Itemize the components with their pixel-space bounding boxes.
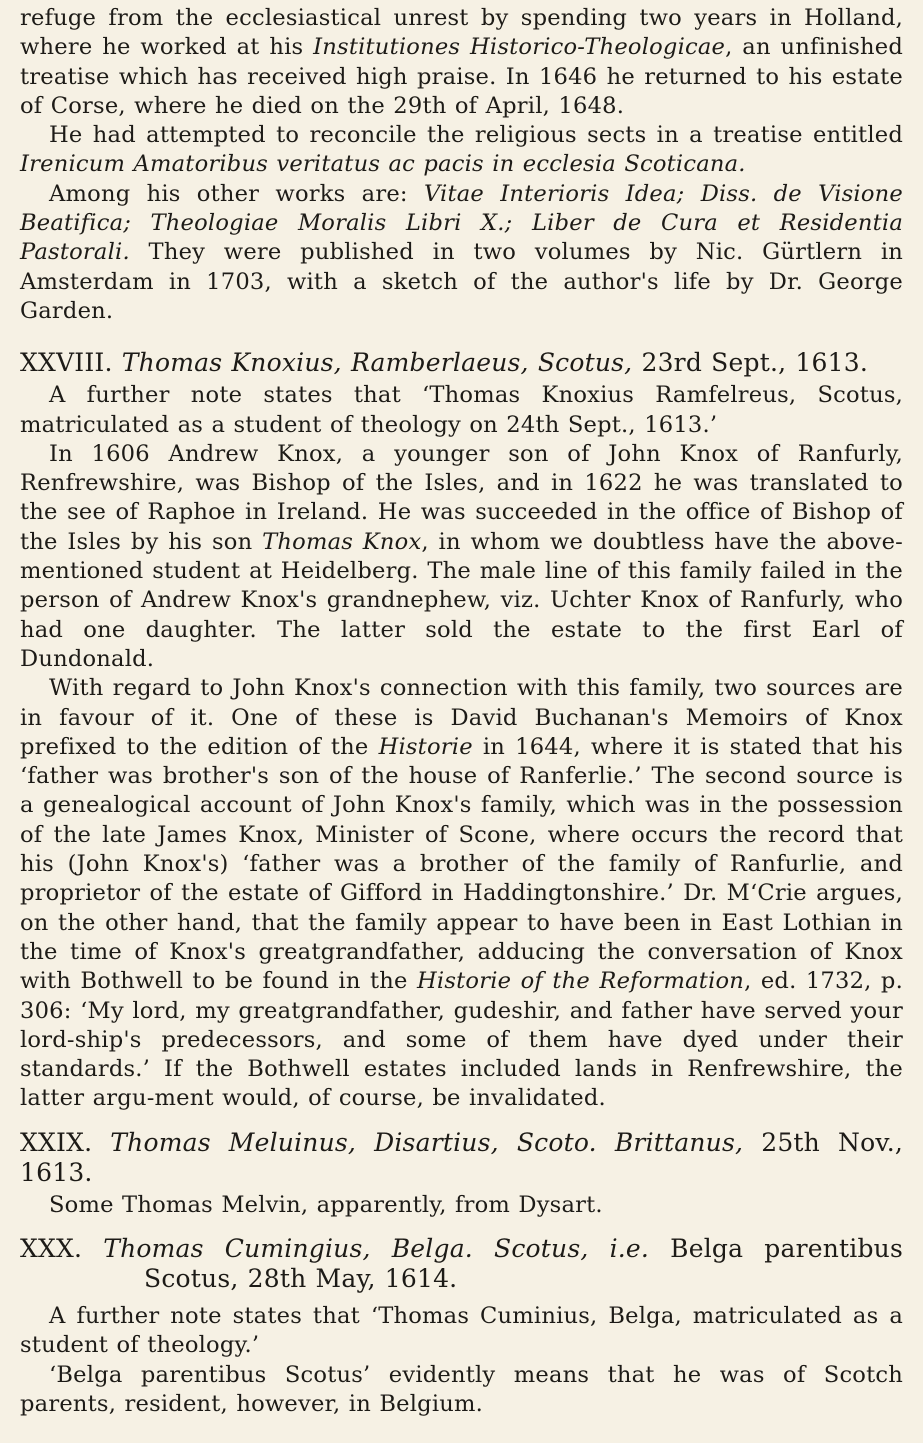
- entry-xxix-note: Some Thomas Melvin, apparently, from Dysart.: [49, 1191, 603, 1218]
- entry-xxx-paragraph-1: ‘Belga parentibus Scotus’ evidently means that he was of Scotch parents, resident, however, in Belgium.: [20, 1361, 903, 1417]
- entry-heading-xxx: [20, 1234, 903, 1294]
- entry-xxviii-paragraph-1: In 1606 Andrew Knox, a younger son of John Knox of Ranfurly, Renfrewshire, was Bishop of the Isles, and in 1622 he was translated to the see of Raphoe in Ireland. He was succeeded in the office of Bishop of the Isles by his son Thomas Knox, in whom we doubtless have the above-mentioned student at Heidelberg. The male line of this family failed in the person of Andrew Knox's grandnephew, viz. Uchter Knox of Ranfurly, who had one daughter. The latter sold the estate to the first Earl of Dundonald.: [20, 440, 903, 672]
- titles-other-works: Vitae Interioris Idea; Diss. de Visione Beatifica; Theologiae Moralis Libri X.; Liber de Cura et Residentia Pastorali.: [20, 180, 903, 266]
- entry-number: XXVIII.: [20, 348, 113, 378]
- entry-name: Thomas Cumingius, Belga. Scotus, i.e.: [103, 1233, 650, 1263]
- entry-heading-xxix: [20, 1128, 903, 1188]
- entry-date: Belga parentibus Scotus, 28th May, 1614.: [144, 1233, 903, 1293]
- entry-heading-xxviii: [20, 348, 903, 378]
- title-historie-reformation: Historie of the Reformation: [417, 968, 745, 995]
- title-institutiones: Institutiones Historico-Theologicae: [313, 34, 726, 61]
- title-irenicum: Irenicum Amatoribus veritatus ac pacis in ecclesia Scoticana.: [20, 151, 746, 178]
- name-thomas-knox: Thomas Knox: [262, 528, 422, 555]
- paragraph-irenicum: He had attempted to reconcile the religious sects in a treatise entitled Irenicum Amatoribus veritatus ac pacis in ecclesia Scoticana.: [20, 122, 903, 178]
- entry-xxviii-note: A further note states that ‘Thomas Knoxius Ramfelreus, Scotus, matriculated as a student of theology on 24th Sept., 1613.’: [20, 382, 903, 438]
- entry-number: XXX.: [20, 1233, 83, 1263]
- paragraph-other-works: Among his other works are: Vitae Interioris Idea; Diss. de Visione Beatifica; Theologiae Moralis Libri X.; Liber de Cura et Residentia Pastorali. They were published in two volumes by Nic. Gürtlern in Amsterdam in 1703, with a sketch of the author's life by Dr. George Garden.: [20, 180, 903, 324]
- entry-number: XXIX.: [20, 1127, 93, 1157]
- entry-date: 25th Nov., 1613.: [20, 1127, 903, 1187]
- paragraph-corse-continuation: refuge from the ecclesiastical unrest by spending two years in Holland, where he worked at his Institutiones Historico-Theologicae, an unfinished treatise which has received high praise. In 1646 he returned to his estate of Corse, where he died on the 29th of April, 1648.: [20, 5, 903, 119]
- entry-name: Thomas Knoxius, Ramberlaeus, Scotus,: [121, 348, 633, 378]
- entry-xxx-note: A further note states that ‘Thomas Cuminius, Belga, matriculated as a student of theology.’: [20, 1302, 903, 1359]
- entry-xxviii-paragraph-2: With regard to John Knox's connection with this family, two sources are in favour of it. One of these is David Buchanan's Memoirs of Knox prefixed to the edition of the Historie in 1644, where it is stated that his ‘father was brother's son of the house of Ranferlie.’ The second source is a genealogical account of John Knox's family, which was in the possession of the late James Knox, Minister of Scone, where occurs the record that his (John Knox's) ‘father was a brother of the family of Ranfurlie, and proprietor of the estate of Gifford in Haddingtonshire.’ Dr. M‘Crie argues, on the other hand, that the family appear to have been in East Lothian in the time of Knox's greatgrandfather, adducing the conversation of Knox with Bothwell to be found in the Historie of the Reformation, ed. 1732, p. 306: ‘My lord, my greatgrandfather, gudeshir, and father have served your lord-ship's predecessors, and some of them have dyed under their standards.’ If the Bothwell estates included lands in Renfrewshire, the latter argu-ment would, of course, be invalidated.: [20, 675, 903, 1112]
- entry-date: 23rd Sept., 1613.: [632, 348, 868, 378]
- entry-name: Thomas Meluinus, Disartius, Scoto. Brittanus,: [110, 1127, 744, 1157]
- title-historie: Historie: [378, 733, 473, 760]
